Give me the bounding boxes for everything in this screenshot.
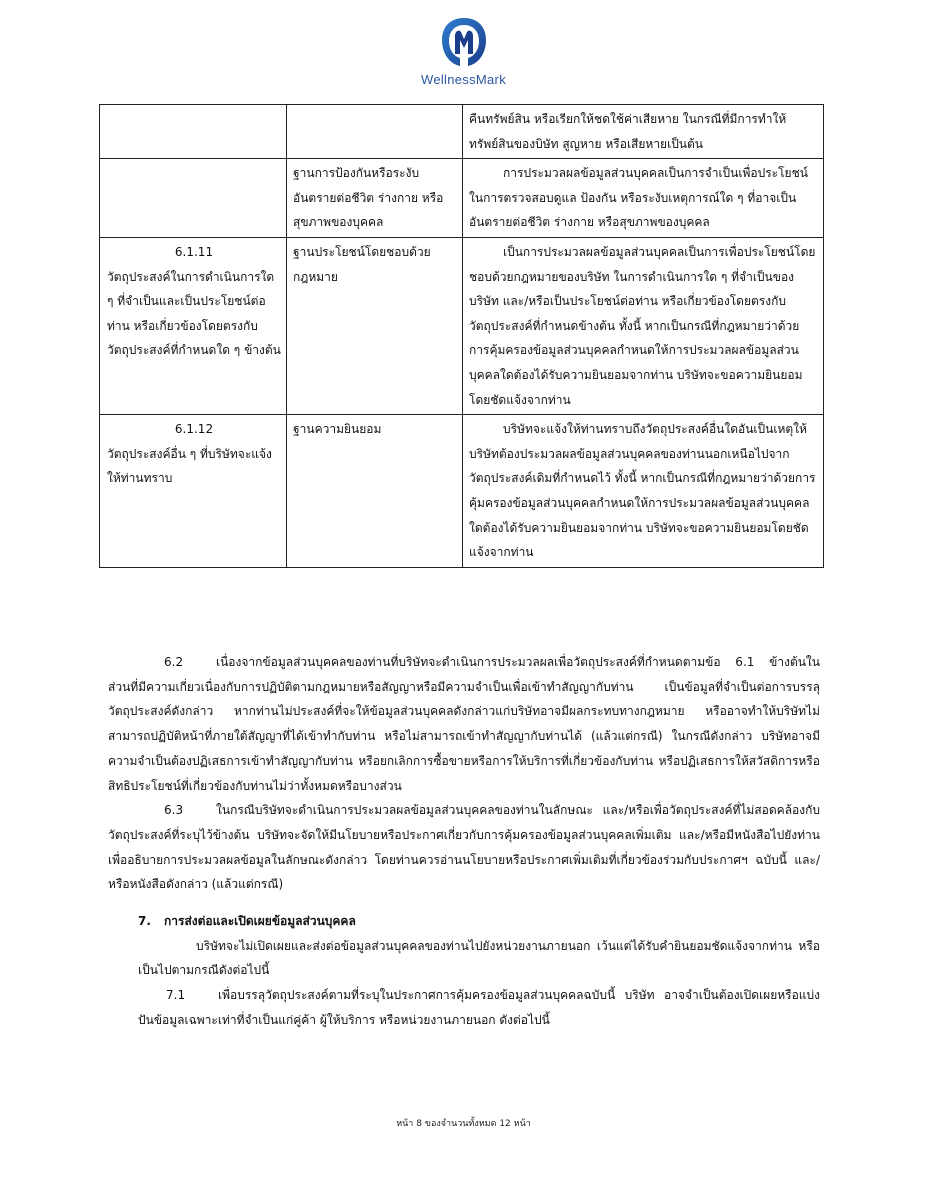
legal-basis-cell: ฐานความยินยอม bbox=[287, 415, 463, 568]
clause-number: 6.2 bbox=[164, 655, 184, 669]
clause-number: 7.1 bbox=[166, 988, 186, 1003]
clause-text: ในกรณีบริษัทจะดำเนินการประมวลผลข้อมูลส่วนบุคคลของท่านในลักษณะ และ/หรือเพื่อวัตถุประสงค์ที่ไม่สอดคล้องกับวัตถุประสงค์ที่ระบุไว้ข้างต้น บริษัทจะจัดให้มีนโยบายหรือประกาศเกี่ยวกับการคุ้มครองข้อมูลส่วนบุคคลเพิ่มเติม และ/หรือมีหนังสือไปยังท่านเพื่ออธิบายการประมวลผลข้อมูลในลักษณะดังกล่าว โดยท่านควรอ่านนโยบายหรือประกาศเพิ่มเติมที่เกี่ยวข้องร่วมกับประกาศฯ ฉบับนี้ และ/หรือหนังสือดังกล่าว (แล้วแต่กรณี) bbox=[108, 803, 820, 892]
legal-basis-cell bbox=[287, 105, 463, 159]
purpose-number: 6.1.11 bbox=[174, 244, 214, 259]
purpose-cell bbox=[100, 415, 287, 568]
clause-number: 6.3 bbox=[164, 803, 184, 818]
purpose-text: วัตถุประสงค์อื่น ๆ ที่บริษัทจะแจ้งให้ท่านทราบ bbox=[107, 446, 272, 486]
section-7-intro: บริษัทจะไม่เปิดเผยและส่งต่อข้อมูลส่วนบุคคลของท่านไปยังหน่วยงานภายนอก เว้นแต่ได้รับคำยินยอมชัดแจ้งจากท่าน หรือเป็นไปตามกรณีดังต่อไปนี้ bbox=[138, 938, 820, 978]
legal-basis-cell: ฐานประโยชน์โดยชอบด้วยกฎหมาย bbox=[287, 237, 463, 414]
detail-cell: บริษัทจะแจ้งให้ท่านทราบถึงวัตถุประสงค์อื่นใดอันเป็นเหตุให้บริษัทต้องประมวลผลข้อมูลส่วนบุคคลของท่านนอกเหนือไปจากวัตถุประสงค์เดิมที่กำหนดไว้ ทั้งนี้ หากเป็นกรณีที่กฎหมายว่าด้วยการคุ้มครองข้อมูลส่วนบุคคลกำหนดให้การประมวลผลข้อมูลส่วนบุคคลใดต้องได้รับความยินยอมจากท่าน บริษัทจะขอความยินยอมโดยชัดแจ้งจากท่าน bbox=[463, 415, 824, 568]
detail-cell: การประมวลผลข้อมูลส่วนบุคคลเป็นการจำเป็นเพื่อประโยชน์ในการตรวจสอบดูแล ป้องกัน หรือระงับเหตุการณ์ใด ๆ ที่อาจเป็นอันตรายต่อชีวิต ร่างกาย หรือสุขภาพของบุคคล bbox=[463, 159, 824, 238]
table-row bbox=[100, 237, 824, 414]
section-title: การส่งต่อและเปิดเผยข้อมูลส่วนบุคคล bbox=[164, 914, 356, 929]
purpose-table bbox=[99, 104, 824, 568]
page-footer: หน้า 8 ของจำนวนทั้งหมด 12 หน้า bbox=[396, 1119, 531, 1129]
wellnessmark-logo-icon bbox=[438, 14, 490, 70]
section-number: 7. bbox=[138, 914, 151, 929]
table-row bbox=[100, 105, 824, 159]
purpose-text: วัตถุประสงค์ในการดำเนินการใด ๆ ที่จำเป็นและเป็นประโยชน์ต่อท่าน หรือเกี่ยวข้องโดยตรงกับวัตถุประสงค์ที่กำหนดใด ๆ ข้างต้น bbox=[107, 269, 281, 358]
detail-cell: เป็นการประมวลผลข้อมูลส่วนบุคคลเป็นการเพื่อประโยชน์โดยชอบด้วยกฎหมายของบริษัท ในการดำเนินการใด ๆ ที่จำเป็นของบริษัท และ/หรือเป็นประโยชน์ต่อท่าน หรือเกี่ยวข้องโดยตรงกับวัตถุประสงค์ที่กำหนดข้างต้น ทั้งนี้ หากเป็นกรณีที่กฎหมายว่าด้วยการคุ้มครองข้อมูลส่วนบุคคลกำหนดให้การประมวลผลข้อมูลส่วนบุคคลใดต้องได้รับความยินยอมจากท่าน บริษัทจะขอความยินยอมโดยชัดแจ้งจากท่าน bbox=[463, 237, 824, 414]
table-row bbox=[100, 159, 824, 238]
purpose-cell bbox=[100, 237, 287, 414]
company-logo bbox=[0, 14, 927, 87]
paragraph-6-2 bbox=[108, 650, 820, 798]
detail-cell: คืนทรัพย์สิน หรือเรียกให้ชดใช้ค่าเสียหาย ในกรณีที่มีการทำให้ทรัพย์สินของบิษัท สูญหาย หรือเสียหายเป็นต้น bbox=[463, 105, 824, 159]
paragraph-6-3 bbox=[108, 798, 820, 897]
purpose-number: 6.1.12 bbox=[174, 422, 214, 437]
paragraph-7-1 bbox=[138, 983, 820, 1032]
legal-basis-cell: ฐานการป้องกันหรือระงับอันตรายต่อชีวิต ร่างกาย หรือสุขภาพของบุคคล bbox=[287, 159, 463, 238]
purpose-cell bbox=[100, 159, 287, 238]
table-row bbox=[100, 415, 824, 568]
clause-text: เนื่องจากข้อมูลส่วนบุคคลของท่านที่บริษัทจะดำเนินการประมวลผลเพื่อวัตถุประสงค์ที่กำหนดตามข้อ 6.1 ข้างต้นในส่วนที่มีความเกี่ยวเนื่องกับการปฏิบัติตามกฎหมายหรือสัญญาหรือมีความจำเป็นเพื่อเข้าทำสัญญากับท่าน เป็นข้อมูลที่จำเป็นต่อการบรรลุวัตถุประสงค์ดังกล่าว หากท่านไม่ประสงค์ที่จะให้ข้อมูลส่วนบุคคลดังกล่าวแก่บริษัทอาจมีผลกระทบทางกฎหมาย หรืออาจทำให้บริษัทไม่สามารถปฏิบัติหน้าที่ภายใต้สัญญาที่ได้เข้าทำกับท่าน หรือไม่สามารถเข้าทำสัญญากับท่านได้ (แล้วแต่กรณี) ในกรณีดังกล่าว บริษัทอาจมีความจำเป็นต้องปฏิเสธการเข้าทำสัญญากับท่าน หรือยกเลิกการซื้อขายหรือการให้บริการที่เกี่ยวข้องกับท่าน หรือปฏิเสธการให้สวัสดิการหรือสิทธิประโยชน์ที่เกี่ยวข้องกับท่านไม่ว่าทั้งหมดหรือบางส่วน bbox=[108, 655, 820, 793]
clause-text: เพื่อบรรลุวัตถุประสงค์ตามที่ระบุในประกาศการคุ้มครองข้อมูลส่วนบุคคลฉบับนี้ บริษัท อาจจำเป็นต้องเปิดเผยหรือแบ่งปันข้อมูลเฉพาะเท่าที่จำเป็นแก่คู่ค้า ผู้ให้บริการ หรือหน่วยงานภายนอก ดังต่อไปนี้ bbox=[138, 988, 820, 1027]
purpose-cell bbox=[100, 105, 287, 159]
logo-brand-text: WellnessMark bbox=[421, 72, 506, 87]
document-body bbox=[108, 650, 820, 1033]
section-7-heading bbox=[138, 909, 820, 934]
